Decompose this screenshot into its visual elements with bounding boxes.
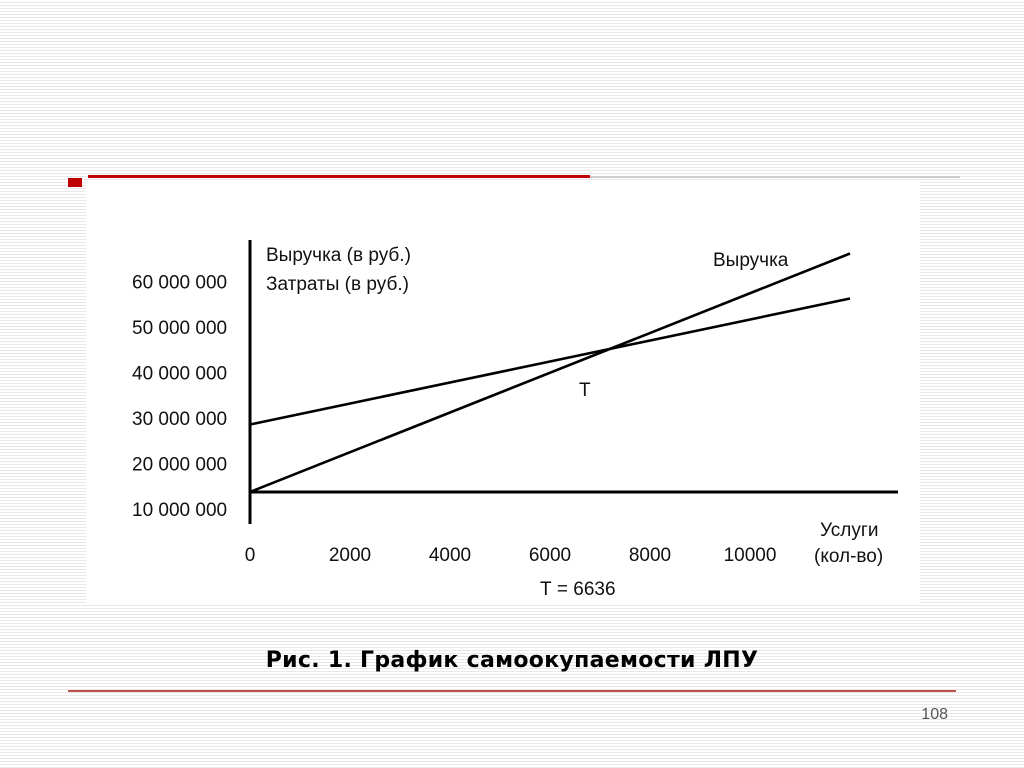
- x-tick-label: 4000: [428, 545, 472, 566]
- break-even-value-label: Т = 6636: [540, 579, 616, 600]
- series-label-revenue: Выручка: [713, 250, 789, 271]
- chart: [86, 182, 920, 604]
- x-tick-labels: [245, 545, 777, 566]
- chart-panel: [86, 182, 920, 604]
- x-tick-label: 10000: [723, 545, 777, 566]
- y-tick-label: 10 000 000: [132, 500, 228, 521]
- y-tick-label: 40 000 000: [132, 363, 228, 385]
- x-tick-label: 6000: [528, 545, 572, 566]
- y-tick-label: 50 000 000: [132, 318, 228, 339]
- top-rule-accent: [88, 175, 590, 178]
- y-tick-label: 20 000 000: [132, 454, 228, 476]
- figure-caption: Рис. 1. График самоокупаемости ЛПУ: [265, 648, 759, 673]
- y-axis-title-line2: Затраты (в руб.): [266, 274, 409, 295]
- y-tick-labels: [132, 273, 227, 522]
- bottom-rule: [68, 690, 956, 692]
- x-axis-title-line1: Услуги: [820, 520, 879, 541]
- bullet-marker: [68, 178, 82, 187]
- y-tick-label: 60 000 000: [132, 272, 228, 294]
- costs-line: [250, 299, 850, 425]
- page-number: 108: [921, 706, 948, 723]
- x-tick-label: 8000: [628, 545, 672, 566]
- x-tick-label: 2000: [328, 545, 372, 566]
- break-even-point-label: Т: [579, 380, 591, 401]
- y-tick-label: 30 000 000: [132, 409, 228, 430]
- x-axis-title-line2: (кол-во): [814, 546, 884, 567]
- y-axis-title-line1: Выручка (в руб.): [266, 245, 411, 266]
- x-tick-label: 0: [244, 545, 256, 566]
